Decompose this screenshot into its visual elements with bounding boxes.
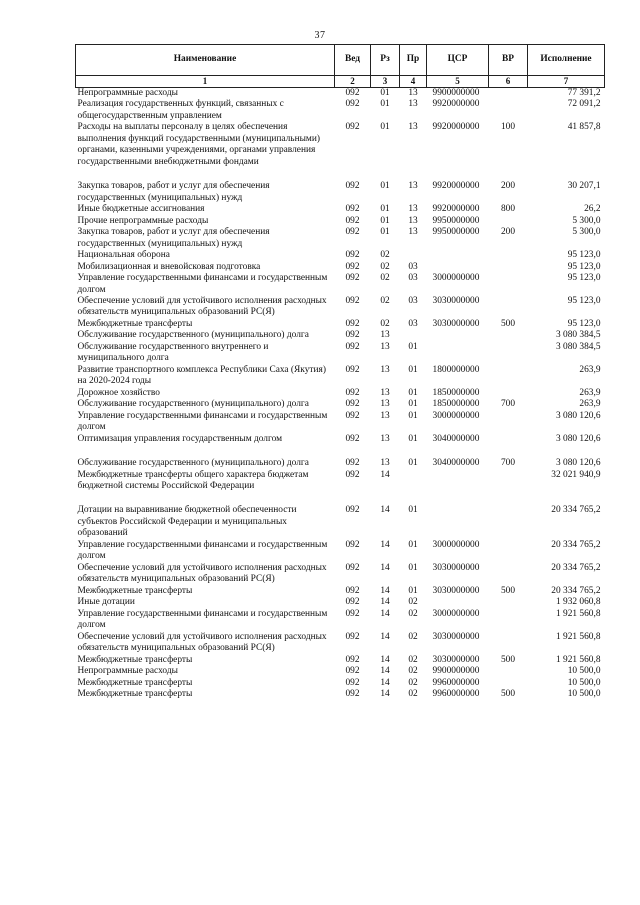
row-ved: 092 — [345, 677, 360, 688]
row-rz: 13 — [380, 364, 390, 375]
column-number: 6 — [489, 76, 528, 88]
row-vr — [489, 216, 528, 227]
row-amount: 10 500,0 — [567, 677, 601, 688]
row-amount: 10 500,0 — [567, 666, 601, 677]
row-ved: 092 — [345, 273, 360, 284]
row-csr: 1850000000 — [432, 387, 480, 398]
row-ved: 092 — [345, 181, 360, 192]
column-number: 3 — [371, 76, 400, 88]
row-name: Межбюджетные трансферты — [77, 318, 193, 329]
row-csr: 3030000000 — [432, 318, 480, 329]
row-csr: 9960000000 — [432, 677, 480, 688]
row-amount: 20 334 765,2 — [551, 539, 601, 550]
row-pr: 13 — [408, 215, 418, 226]
row-csr: 9920000000 — [432, 122, 480, 133]
row-pr: 13 — [408, 122, 418, 133]
row-pr: 03 — [408, 261, 418, 272]
row-csr: 3030000000 — [432, 562, 480, 573]
row-vr — [489, 342, 528, 365]
row-amount: 3 080 120,6 — [555, 458, 601, 469]
row-csr: 9900000000 — [432, 88, 480, 98]
table-row — [76, 273, 605, 296]
row-name: Обеспечение условий для устойчивого исполнения расходных обязательств муниципальных образований РС(Я) — [77, 562, 327, 585]
row-amount: 3 080 120,6 — [555, 433, 601, 444]
row-name: Управление государственными финансами и государственным долгом — [77, 273, 328, 295]
row-amount: 30 207,1 — [567, 181, 601, 192]
row-amount: 3 080 384,5 — [555, 341, 601, 352]
header-vr: ВР — [489, 45, 528, 76]
column-number-row — [76, 76, 605, 88]
row-pr: 13 — [408, 88, 418, 98]
row-rz: 13 — [380, 410, 390, 421]
table-row — [76, 262, 605, 273]
row-name: Расходы на выплаты персоналу в целях обеспечения выполнения функций государственными (муниципальными) органами, казенными учреждениями, органами управления государственными внебюджетными фондами — [77, 122, 320, 167]
row-ved: 092 — [345, 341, 360, 352]
row-pr: 01 — [408, 505, 418, 516]
row-vr — [489, 365, 528, 388]
row-pr: 01 — [408, 399, 418, 410]
row-csr: 9950000000 — [432, 227, 480, 238]
row-amount: 1 932 060,8 — [555, 597, 601, 608]
row-amount: 95 123,0 — [567, 273, 601, 284]
row-amount: 20 334 765,2 — [551, 562, 601, 573]
row-ved: 092 — [345, 99, 360, 110]
row-csr: 1800000000 — [432, 364, 480, 375]
row-vr: 700 — [500, 458, 516, 469]
row-ved: 092 — [345, 458, 360, 469]
row-rz: 02 — [380, 250, 390, 261]
row-rz: 14 — [380, 677, 390, 688]
row-amount: 263,9 — [579, 387, 601, 398]
row-ved: 092 — [345, 318, 360, 329]
row-name: Управление государственными финансами и государственным долгом — [77, 410, 328, 433]
row-csr: 3030000000 — [432, 585, 480, 596]
row-rz: 13 — [380, 433, 390, 444]
row-name: Обслуживание государственного (муниципального) долга — [77, 330, 309, 341]
row-rz: 14 — [380, 631, 390, 642]
row-pr: 13 — [408, 99, 418, 110]
row-name: Непрограммные расходы — [77, 666, 178, 677]
row-ved: 092 — [345, 608, 360, 619]
table-row — [76, 330, 605, 341]
row-amount: 10 500,0 — [567, 688, 601, 699]
row-rz: 01 — [380, 227, 390, 238]
row-rz: 13 — [380, 341, 390, 352]
row-ved: 092 — [345, 585, 360, 596]
row-pr: 01 — [408, 341, 418, 352]
row-ved: 092 — [345, 88, 360, 98]
row-vr — [489, 470, 528, 506]
row-ved: 092 — [345, 666, 360, 677]
row-amount: 26,2 — [584, 204, 601, 215]
row-csr: 3030000000 — [432, 295, 480, 306]
row-amount: 77 391,2 — [567, 88, 601, 98]
row-name: Прочие непрограммные расходы — [77, 215, 209, 226]
row-name: Реализация государственных функций, связанных с общегосударственным управлением — [77, 99, 284, 121]
row-pr: 01 — [408, 364, 418, 375]
row-name: Непрограммные расходы — [77, 88, 178, 98]
row-amount: 3 080 120,6 — [555, 410, 601, 421]
header-name: Наименование — [76, 45, 335, 76]
row-pr: 02 — [408, 677, 418, 688]
row-amount: 1 921 560,8 — [555, 654, 601, 665]
row-rz: 14 — [380, 608, 390, 619]
row-vr: 500 — [500, 585, 516, 596]
table-row — [76, 204, 605, 215]
row-name: Управление государственными финансами и государственным долгом — [77, 608, 328, 631]
row-vr: 200 — [500, 227, 516, 238]
row-ved: 092 — [345, 433, 360, 444]
row-amount: 72 091,2 — [567, 99, 601, 110]
row-csr: 3000000000 — [432, 410, 480, 421]
row-rz: 14 — [380, 469, 390, 480]
table-row — [76, 563, 605, 586]
row-vr: 500 — [500, 688, 516, 699]
row-pr — [400, 330, 427, 341]
row-rz: 13 — [380, 458, 390, 469]
row-vr — [489, 597, 528, 608]
row-amount: 263,9 — [579, 364, 601, 375]
row-name: Обслуживание государственного (муниципального) долга — [77, 399, 309, 410]
table-row — [76, 540, 605, 563]
header-csr: ЦСР — [427, 45, 489, 76]
row-csr — [427, 505, 489, 539]
table-row — [76, 458, 605, 469]
row-vr — [489, 609, 528, 632]
header-rz: Рз — [371, 45, 400, 76]
row-vr — [489, 505, 528, 539]
row-ved: 092 — [345, 654, 360, 665]
table-row — [76, 250, 605, 261]
row-ved: 092 — [345, 204, 360, 215]
row-pr: 03 — [408, 295, 418, 306]
row-pr: 01 — [408, 410, 418, 421]
row-name: Национальная оборона — [77, 250, 170, 261]
row-amount: 95 123,0 — [567, 250, 601, 261]
row-rz: 14 — [380, 597, 390, 608]
row-ved: 092 — [345, 505, 360, 516]
row-vr: 500 — [500, 654, 516, 665]
row-vr — [489, 330, 528, 341]
row-pr: 01 — [408, 562, 418, 573]
row-rz: 01 — [380, 181, 390, 192]
row-rz: 13 — [380, 387, 390, 398]
row-name: Иные бюджетные ассигнования — [77, 204, 205, 215]
row-name: Мобилизационная и вневойсковая подготовка — [77, 261, 261, 272]
row-name: Дорожное хозяйство — [77, 387, 160, 398]
row-amount: 1 921 560,8 — [555, 608, 601, 619]
row-vr: 500 — [500, 318, 516, 329]
row-pr: 13 — [408, 227, 418, 238]
row-rz: 14 — [380, 585, 390, 596]
row-rz: 13 — [380, 330, 390, 341]
row-ved: 092 — [345, 469, 360, 480]
column-number: 2 — [335, 76, 371, 88]
row-amount: 41 857,8 — [567, 122, 601, 133]
row-rz: 14 — [380, 539, 390, 550]
row-vr — [489, 99, 528, 122]
row-pr: 13 — [408, 181, 418, 192]
table-row — [76, 181, 605, 204]
row-csr — [427, 470, 489, 506]
row-csr: 9960000000 — [432, 688, 480, 699]
table-row — [76, 609, 605, 632]
row-rz: 01 — [380, 204, 390, 215]
row-amount: 5 300,0 — [572, 227, 601, 238]
row-amount: 3 080 384,5 — [555, 330, 601, 341]
row-vr — [489, 632, 528, 655]
row-vr — [489, 411, 528, 434]
row-pr: 03 — [408, 273, 418, 284]
row-csr: 3000000000 — [432, 273, 480, 284]
row-ved: 092 — [345, 688, 360, 699]
header-execution: Исполнение — [528, 45, 605, 76]
row-vr: 100 — [500, 122, 516, 133]
table-body — [76, 88, 605, 701]
row-rz: 14 — [380, 654, 390, 665]
row-csr — [427, 330, 489, 341]
row-name: Межбюджетные трансферты — [77, 654, 193, 665]
row-csr: 3040000000 — [432, 458, 480, 469]
row-rz: 01 — [380, 88, 390, 98]
row-vr — [489, 434, 528, 458]
row-rz: 01 — [380, 99, 390, 110]
column-number: 7 — [528, 76, 605, 88]
row-pr: 01 — [408, 458, 418, 469]
row-amount: 20 334 765,2 — [551, 585, 601, 596]
row-pr: 02 — [408, 608, 418, 619]
row-pr: 02 — [408, 597, 418, 608]
row-ved: 092 — [345, 597, 360, 608]
row-vr — [489, 273, 528, 296]
row-amount: 5 300,0 — [572, 215, 601, 226]
row-ved: 092 — [345, 364, 360, 375]
row-ved: 092 — [345, 227, 360, 238]
row-csr: 9950000000 — [432, 215, 480, 226]
row-vr: 200 — [500, 181, 516, 192]
row-rz: 02 — [380, 318, 390, 329]
table-row — [76, 122, 605, 181]
budget-execution-table — [75, 44, 605, 700]
row-csr: 3030000000 — [432, 631, 480, 642]
row-pr: 01 — [408, 539, 418, 550]
row-csr: 3000000000 — [432, 608, 480, 619]
header-pr: Пр — [400, 45, 427, 76]
row-ved: 092 — [345, 410, 360, 421]
table-row — [76, 655, 605, 666]
table-row — [76, 296, 605, 319]
table-row — [76, 365, 605, 388]
table-row — [76, 342, 605, 365]
row-vr — [489, 262, 528, 273]
row-pr — [400, 470, 427, 506]
table-row — [76, 666, 605, 677]
row-vr — [489, 250, 528, 261]
row-name: Обеспечение условий для устойчивого исполнения расходных обязательств муниципальных образований РС(Я) — [77, 295, 327, 318]
row-ved: 092 — [345, 215, 360, 226]
row-ved: 092 — [345, 295, 360, 306]
row-ved: 092 — [345, 562, 360, 573]
row-ved: 092 — [345, 631, 360, 642]
table-row — [76, 319, 605, 330]
row-amount: 95 123,0 — [567, 318, 601, 329]
row-name: Управление государственными финансами и государственным долгом — [77, 539, 328, 562]
row-name: Оптимизация управления государственным долгом — [77, 433, 283, 444]
row-pr: 01 — [408, 433, 418, 444]
row-name: Обеспечение условий для устойчивого исполнения расходных обязательств муниципальных образований РС(Я) — [77, 631, 327, 654]
table-row — [76, 399, 605, 410]
table-row — [76, 586, 605, 597]
row-csr — [427, 250, 489, 261]
row-ved: 092 — [345, 250, 360, 261]
row-name: Межбюджетные трансферты — [77, 585, 193, 596]
table-row — [76, 227, 605, 250]
row-name: Развитие транспортного комплекса Республики Саха (Якутия) на 2020-2024 годы — [77, 364, 326, 387]
row-name: Дотации на выравнивание бюджетной обеспеченности субъектов Российской Федерации и муниципальных образований — [77, 505, 297, 539]
table-row — [76, 434, 605, 458]
row-rz: 14 — [380, 688, 390, 699]
row-vr — [489, 296, 528, 319]
row-csr: 1850000000 — [432, 399, 480, 410]
table-row — [76, 678, 605, 689]
table-row — [76, 388, 605, 399]
row-rz: 13 — [380, 399, 390, 410]
table-row — [76, 689, 605, 700]
table-row — [76, 99, 605, 122]
row-csr: 9920000000 — [432, 99, 480, 110]
row-name: Межбюджетные трансферты — [77, 677, 193, 688]
table-row — [76, 505, 605, 539]
row-ved: 092 — [345, 539, 360, 550]
row-name: Межбюджетные трансферты — [77, 688, 193, 699]
row-rz: 14 — [380, 562, 390, 573]
row-csr: 3040000000 — [432, 433, 480, 444]
row-rz: 14 — [380, 505, 390, 516]
table-row — [76, 216, 605, 227]
table-row — [76, 470, 605, 506]
row-ved: 092 — [345, 122, 360, 133]
table-row — [76, 411, 605, 434]
row-amount: 1 921 560,8 — [555, 631, 601, 642]
row-rz: 01 — [380, 215, 390, 226]
row-rz: 02 — [380, 273, 390, 284]
row-ved: 092 — [345, 399, 360, 410]
header-row — [76, 45, 605, 76]
row-pr: 03 — [408, 318, 418, 329]
column-number: 5 — [427, 76, 489, 88]
row-name: Закупка товаров, работ и услуг для обеспечения государственных (муниципальных) нужд — [77, 227, 270, 249]
row-csr: 3000000000 — [432, 539, 480, 550]
row-vr — [489, 388, 528, 399]
row-name: Иные дотации — [77, 597, 135, 608]
row-rz: 14 — [380, 666, 390, 677]
row-vr — [489, 540, 528, 563]
row-csr: 9920000000 — [432, 181, 480, 192]
row-amount: 95 123,0 — [567, 295, 601, 306]
row-pr: 02 — [408, 666, 418, 677]
row-rz: 01 — [380, 122, 390, 133]
row-ved: 092 — [345, 387, 360, 398]
row-pr: 01 — [408, 387, 418, 398]
row-amount: 263,9 — [579, 399, 601, 410]
row-name: Межбюджетные трансферты общего характера бюджетам бюджетной системы Российской Федерации — [77, 469, 309, 491]
row-vr: 700 — [500, 399, 516, 410]
row-rz: 02 — [380, 295, 390, 306]
row-pr: 02 — [408, 631, 418, 642]
row-ved: 092 — [345, 261, 360, 272]
row-name: Обслуживание государственного (муниципального) долга — [77, 458, 309, 469]
table-row — [76, 88, 605, 100]
column-number: 4 — [400, 76, 427, 88]
row-amount: 95 123,0 — [567, 261, 601, 272]
row-name: Закупка товаров, работ и услуг для обеспечения государственных (муниципальных) нужд — [77, 181, 270, 203]
header-ved: Вед — [335, 45, 371, 76]
row-vr — [489, 666, 528, 677]
row-csr: 9920000000 — [432, 204, 480, 215]
row-pr — [400, 250, 427, 261]
row-csr — [427, 262, 489, 273]
row-rz: 02 — [380, 261, 390, 272]
row-csr: 3030000000 — [432, 654, 480, 665]
row-name: Обслуживание государственного внутреннего и муниципального долга — [77, 341, 269, 364]
row-csr: 9900000000 — [432, 666, 480, 677]
page-number: 37 — [314, 30, 326, 41]
row-amount: 32 021 940,9 — [551, 469, 601, 480]
row-csr — [427, 597, 489, 608]
row-vr — [489, 678, 528, 689]
column-number: 1 — [76, 76, 335, 88]
row-pr: 13 — [408, 204, 418, 215]
row-vr — [489, 563, 528, 586]
row-vr: 800 — [500, 204, 516, 215]
table-row — [76, 632, 605, 655]
table-row — [76, 597, 605, 608]
row-amount: 20 334 765,2 — [551, 505, 601, 516]
row-vr — [489, 88, 528, 100]
row-pr: 02 — [408, 688, 418, 699]
row-pr: 02 — [408, 654, 418, 665]
row-ved: 092 — [345, 330, 360, 341]
row-pr: 01 — [408, 585, 418, 596]
row-csr — [427, 342, 489, 365]
